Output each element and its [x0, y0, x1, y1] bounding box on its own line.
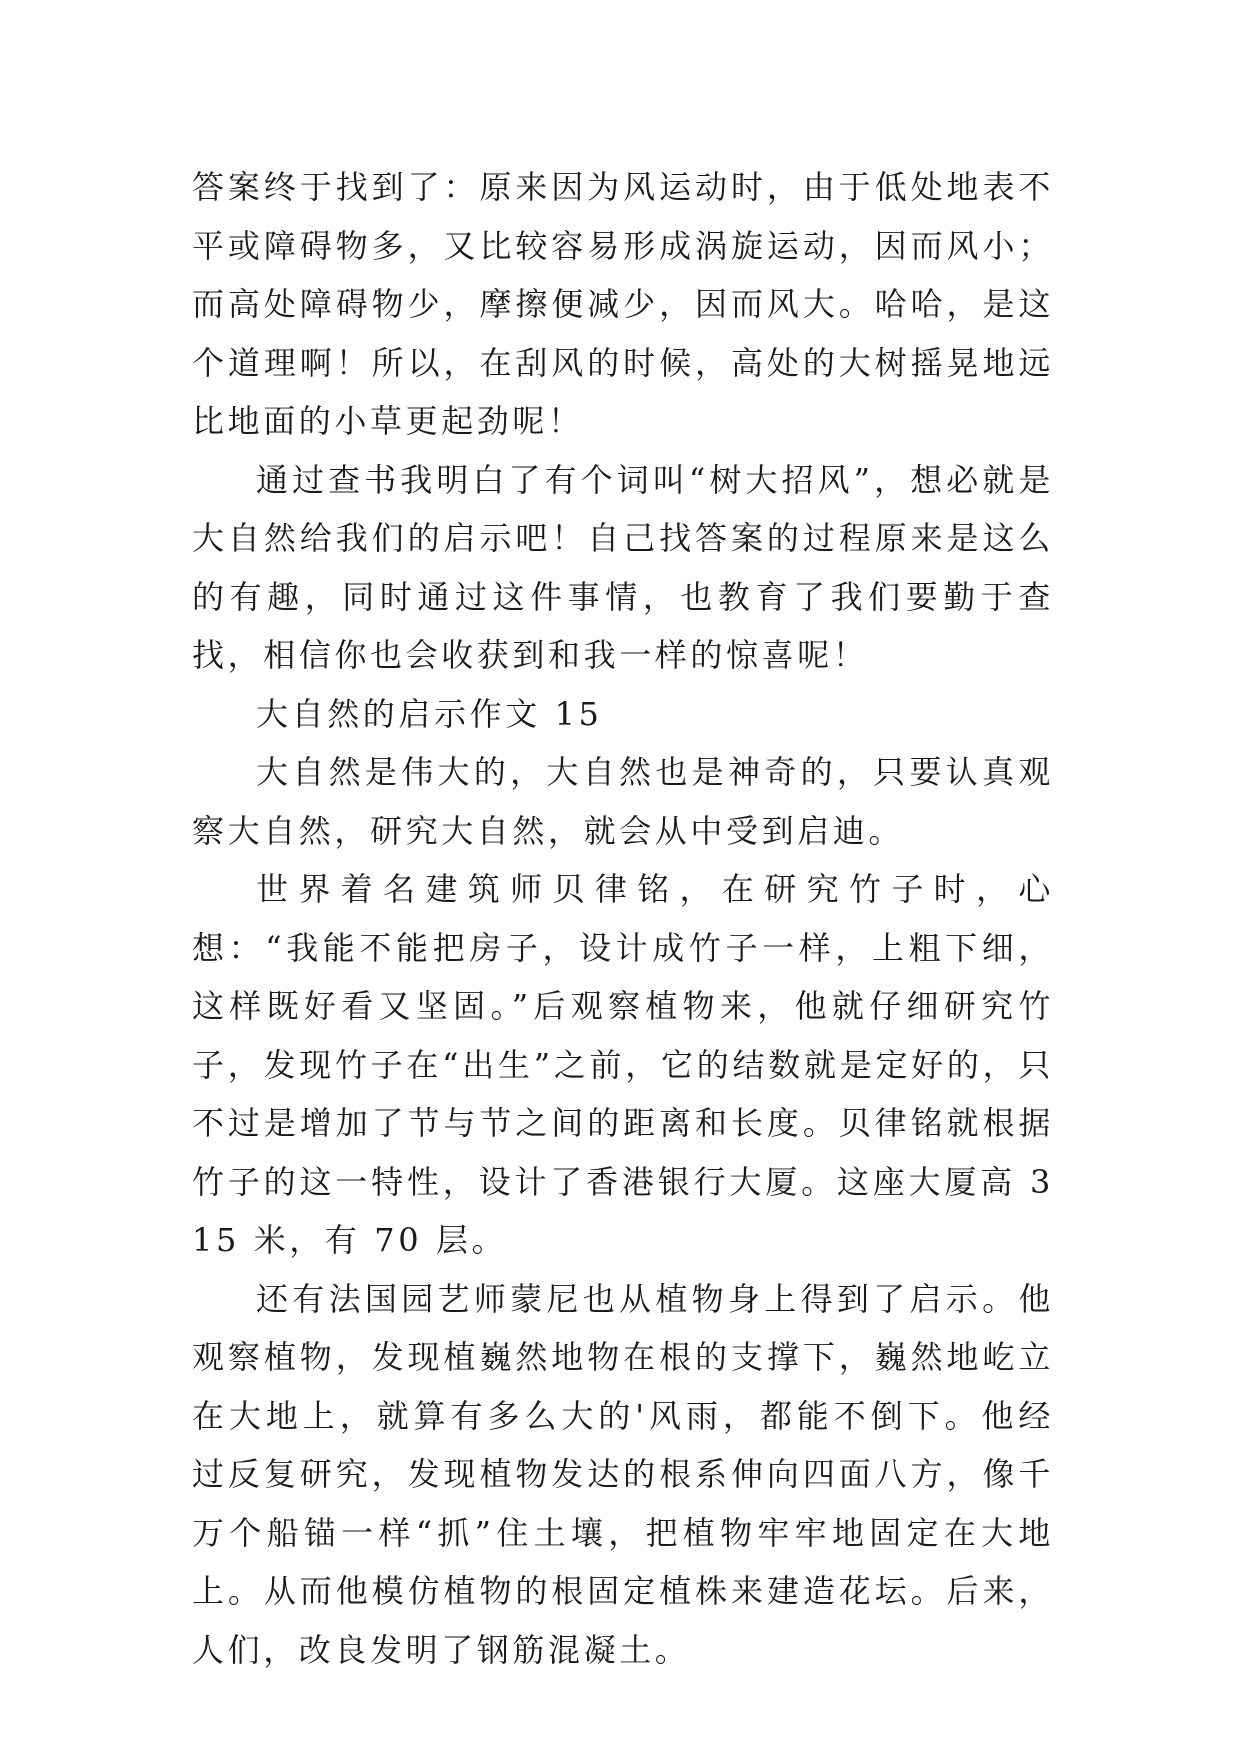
document-page — [192, 158, 1054, 1679]
paragraph-nature-intro: 大自然是伟大的，大自然也是神奇的，只要认真观察大自然，研究大自然，就会从中受到启迪。 — [192, 753, 1054, 850]
paragraph-bamboo-architect: 世界着名建筑师贝律铭，在研究竹子时，心想：“我能不能把房子，设计成竹子一样，上粗下细，这样既好看又坚固。”后观察植物来，他就仔细研究竹子，发现竹子在“出生”之前，它的结数就是定好的，只不过是增加了节与节之间的距离和长度。贝律铭就根据竹子的这一特性，设计了香港银行大厦。这座大厦高 315 米，有 70 层。 — [192, 870, 1054, 1259]
paragraph-gardener-roots: 还有法国园艺师蒙尼也从植物身上得到了启示。他观察植物，发现植巍然地物在根的支撑下，巍然地屹立在大地上，就算有多么大的'风雨，都能不倒下。他经过反复研究，发现植物发达的根系伸向四面八方，像千万个船锚一样“抓”住土壤，把植物牢牢地固定在大地上。从而他模仿植物的根固定植株来建造花坛。后来，人们，改良发明了钢筋混凝土。 — [192, 1279, 1054, 1669]
paragraph-wind-answer: 答案终于找到了：原来因为风运动时，由于低处地表不平或障碍物多，又比较容易形成涡旋运动，因而风小；而高处障碍物少，摩擦便减少，因而风大。哈哈，是这个道理啊！所以，在刮风的时候，高处的大树摇晃地远比地面的小草更起劲呢！ — [192, 168, 1054, 440]
paragraph-tree-wind-lesson: 通过查书我明白了有个词叫“树大招风”，想必就是大自然给我们的启示吧！自己找答案的过程原来是这么的有趣，同时通过这件事情，也教育了我们要勤于查找，相信你也会收获到和我一样的惊喜呢！ — [192, 460, 1054, 674]
essay-heading: 大自然的启示作文 15 — [256, 694, 603, 733]
